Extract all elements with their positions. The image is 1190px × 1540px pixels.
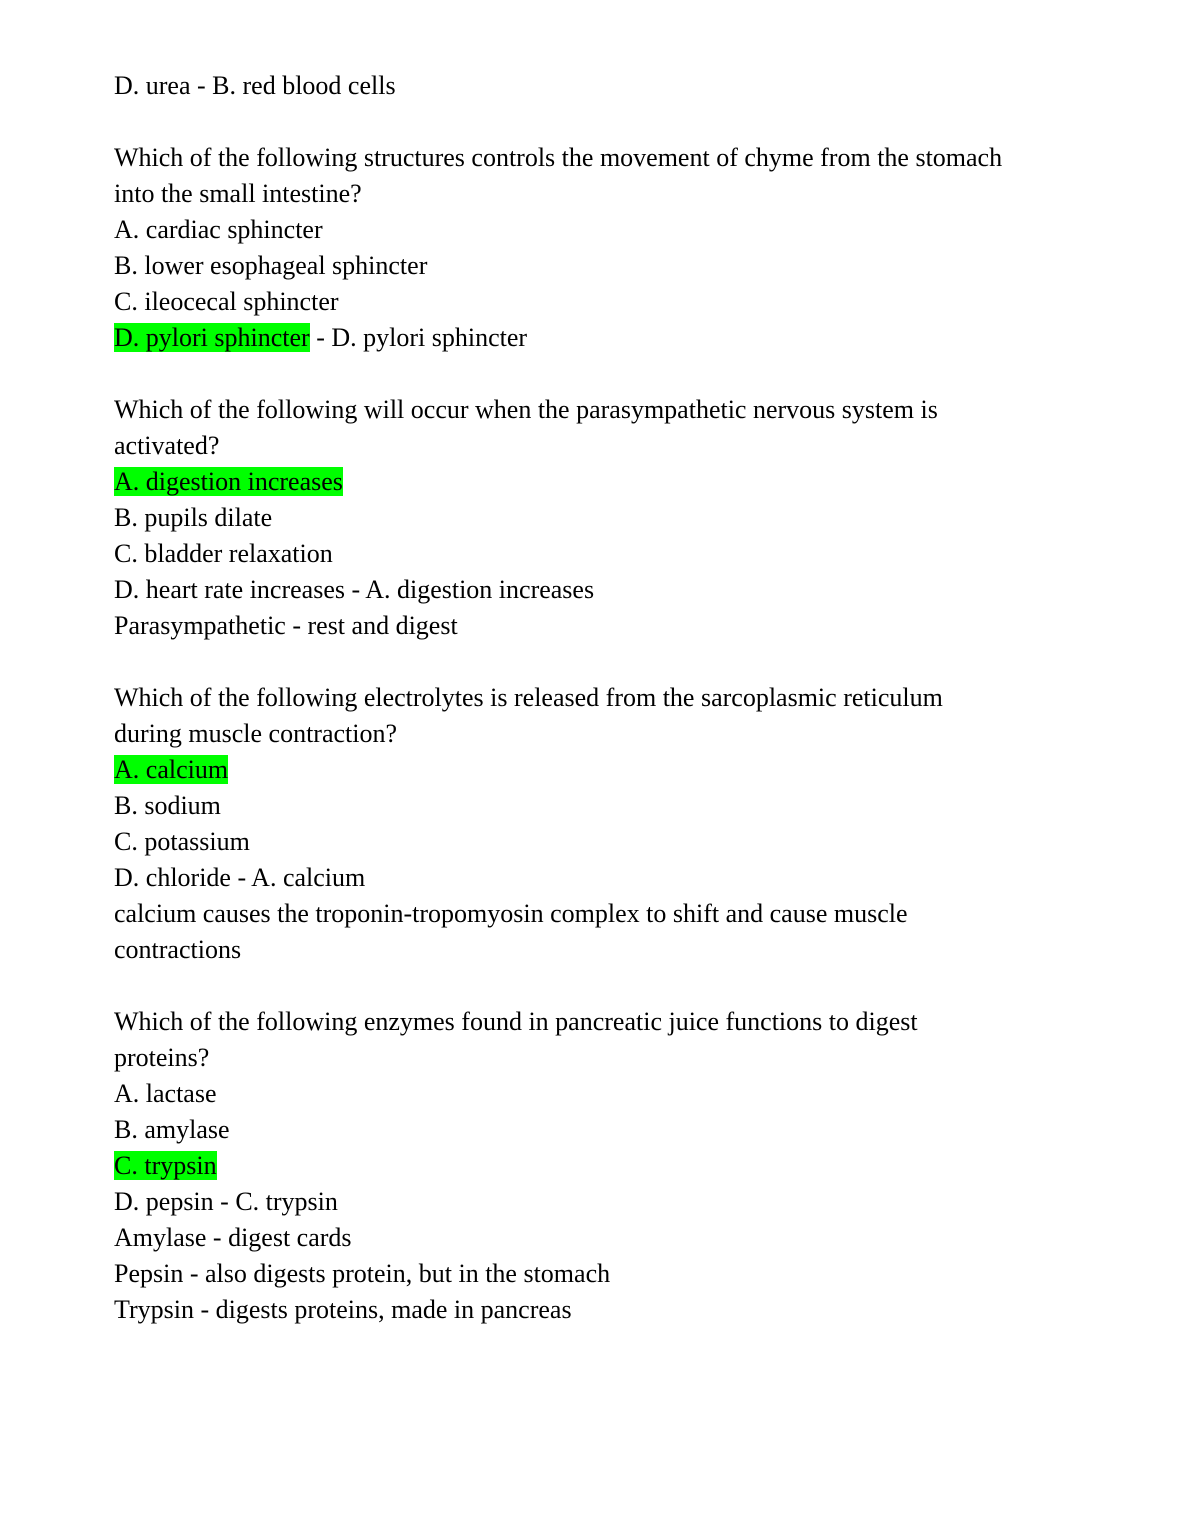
question-2-stem-line-1: Which of the following will occur when the parasympathetic nervous system is [114,395,938,424]
question-4-option-c-line [114,1148,1074,1184]
question-4-stem-line-2: proteins? [114,1043,210,1072]
question-1-stem-line-1: Which of the following structures controls the movement of chyme from the stomach [114,143,1003,172]
spacer [114,356,1074,392]
question-4-correct-option-highlight: C. trypsin [114,1151,217,1180]
question-2-option-d-answer: D. heart rate increases - A. digestion increases [114,575,595,604]
question-1-answer-suffix: - D. pylori sphincter [309,323,528,352]
document-page [114,68,1074,1328]
question-4-note-1: Amylase - digest cards [114,1223,352,1252]
question-2-correct-option-highlight: A. digestion increases [114,467,343,496]
question-4-note-2: Pepsin - also digests protein, but in the stomach [114,1259,611,1288]
question-4-option-d-answer: D. pepsin - C. trypsin [114,1187,338,1216]
intro-answer-line: D. urea - B. red blood cells [114,71,396,100]
question-3-stem-line-2: during muscle contraction? [114,719,398,748]
question-2-option-b: B. pupils dilate [114,503,273,532]
question-2 [114,392,1074,644]
question-3-note-2: contractions [114,935,242,964]
question-3-note-1: calcium causes the troponin-tropomyosin complex to shift and cause muscle [114,899,908,928]
question-2-option-c: C. bladder relaxation [114,539,333,568]
spacer [114,968,1074,1004]
question-1 [114,140,1074,356]
question-4-note-3: Trypsin - digests proteins, made in pancreas [114,1295,572,1324]
question-3-option-b: B. sodium [114,791,221,820]
spacer [114,104,1074,140]
question-3-option-d-answer: D. chloride - A. calcium [114,863,366,892]
question-1-correct-option-highlight: D. pylori sphincter [114,323,310,352]
question-2-stem-line-2: activated? [114,431,220,460]
question-2-note-1: Parasympathetic - rest and digest [114,611,458,640]
question-2-option-a-line [114,464,1074,500]
question-1-option-a: A. cardiac sphincter [114,215,323,244]
question-3-option-c: C. potassium [114,827,250,856]
question-4-stem-line-1: Which of the following enzymes found in pancreatic juice functions to digest [114,1007,918,1036]
question-3-option-a-line [114,752,1074,788]
question-3-stem-line-1: Which of the following electrolytes is released from the sarcoplasmic reticulum [114,683,943,712]
question-1-option-d-line [114,320,1074,356]
question-3-correct-option-highlight: A. calcium [114,755,229,784]
question-1-stem-line-2: into the small intestine? [114,179,362,208]
question-4-option-a: A. lactase [114,1079,217,1108]
question-4-option-b: B. amylase [114,1115,230,1144]
question-1-option-b: B. lower esophageal sphincter [114,251,428,280]
spacer [114,644,1074,680]
question-1-option-c: C. ileocecal sphincter [114,287,339,316]
question-3 [114,680,1074,968]
question-4 [114,1004,1074,1328]
